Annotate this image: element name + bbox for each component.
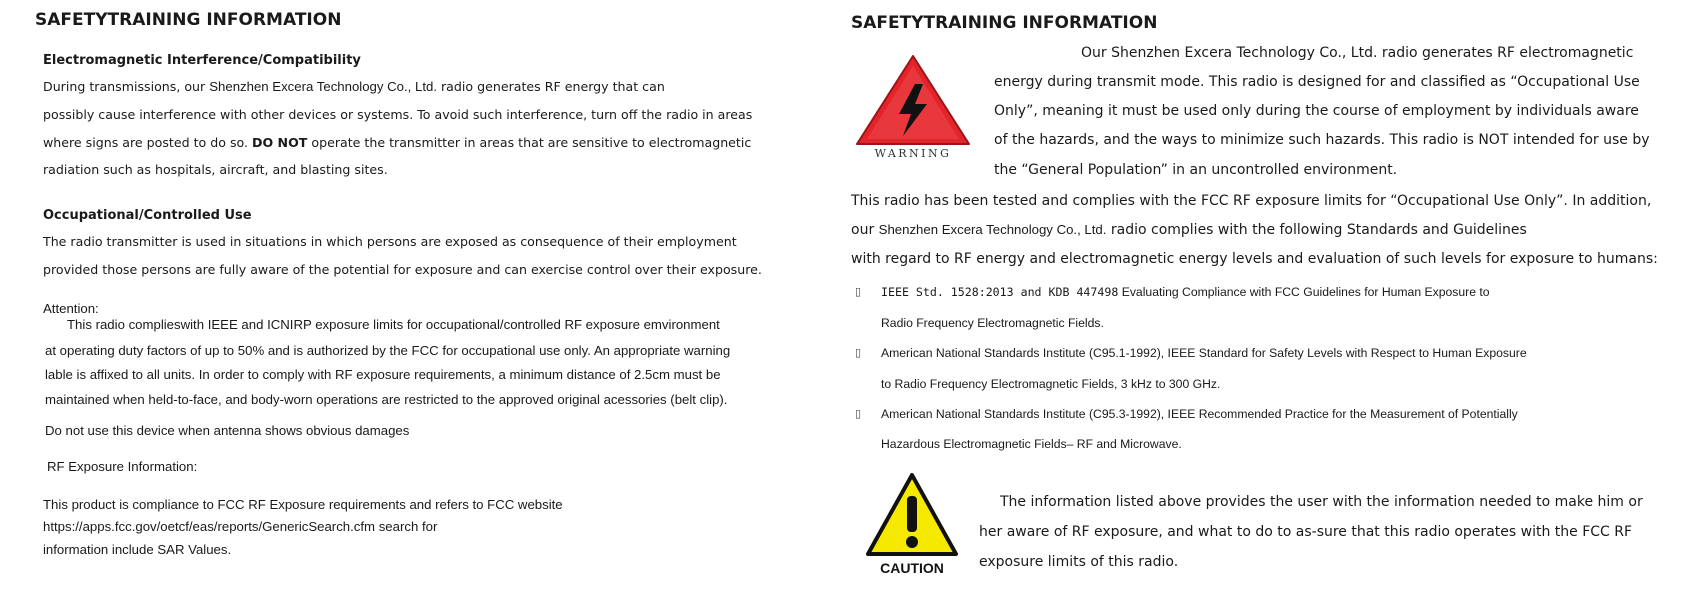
rf-line-2: https://apps.fcc.gov/oetcf/eas/reports/GenericSearch.cfm search for	[43, 519, 438, 534]
warning-sign-label: WARNING	[874, 147, 952, 160]
rf-line-1: This product is compliance to FCC RF Exposure requirements and refers to FCC website	[43, 497, 563, 512]
exclamation-icon	[907, 496, 917, 532]
tested-line-1: This radio has been tested and complies with the FCC RF exposure limits for “Occupational Use Only”. In addition,	[851, 193, 1652, 209]
emc-line-3-start: where signs are posted to do so.	[43, 135, 252, 150]
rf-exposure-label: RF Exposure Information:	[47, 459, 198, 474]
list-item-bullet: ▯	[855, 285, 862, 298]
rf-line-3: information include SAR Values.	[43, 542, 232, 557]
attention-label: Attention:	[43, 301, 99, 316]
emc-line-2: possibly cause interference with other devices or systems. To avoid such interference, turn off the radio in areas	[43, 107, 753, 122]
emc-line-1-end: radio generates RF energy that can	[437, 79, 665, 94]
antenna-warning: Do not use this device when antenna shows obvious damages	[45, 423, 410, 438]
list-item	[881, 285, 1490, 299]
list-item-continuation: Radio Frequency Electromagnetic Fields.	[881, 316, 1104, 330]
caution-sign-label: CAUTION	[880, 560, 944, 576]
caution-triangle-icon	[864, 472, 960, 576]
intro-line-4: of the hazards, and the ways to minimize such hazards. This radio is NOT intended for use by	[994, 132, 1650, 148]
warning-sign-icon	[853, 52, 973, 162]
emc-line-4: radiation such as hospitals, aircraft, and blasting sites.	[43, 162, 388, 177]
tested-line-2-start: our	[851, 222, 879, 238]
list-item: American National Standards Institute (C95.3-1992), IEEE Recommended Practice for the Measurement of Potentially	[881, 407, 1518, 421]
left-page-title: SAFETYTRAINING INFORMATION	[35, 10, 342, 30]
standard-line-1: Evaluating Compliance with FCC Guidelines for Human Exposure to	[1118, 285, 1490, 299]
intro-line-2: energy during transmit mode. This radio is designed for and classified as “Occupational Use	[994, 74, 1640, 90]
attention-line-2: at operating duty factors of up to 50% and is authorized by the FCC for occupational use only. An appropriate warning	[45, 343, 731, 358]
caution-line-3: exposure limits of this radio.	[979, 554, 1179, 570]
occupational-line-1: The radio transmitter is used in situations in which persons are exposed as consequence of their employment	[43, 234, 737, 249]
list-item: American National Standards Institute (C95.1-1992), IEEE Standard for Safety Levels with Respect to Human Exposure	[881, 346, 1527, 360]
do-not-emphasis: DO NOT	[252, 135, 308, 150]
intro-line-3: Only”, meaning it must be used only during the course of employment by individuals aware	[994, 103, 1639, 119]
list-item-continuation: Hazardous Electromagnetic Fields– RF and Microwave.	[881, 437, 1182, 451]
company-name: Shenzhen Excera Technology Co., Ltd.	[209, 79, 437, 94]
list-item-bullet: ▯	[855, 346, 862, 359]
tested-line-2-end: radio complies with the following Standards and Guidelines	[1106, 222, 1527, 238]
emc-line-3-end: operate the transmitter in areas that are sensitive to electromagnetic	[307, 135, 752, 150]
emc-line-1	[43, 79, 665, 94]
caution-line-2: her aware of RF exposure, and what to do to as-sure that this radio operates with the FCC RF	[979, 524, 1633, 540]
list-item-bullet: ▯	[855, 407, 862, 420]
list-item-continuation: to Radio Frequency Electromagnetic Fields, 3 kHz to 300 GHz.	[881, 377, 1221, 391]
occupational-heading: Occupational/Controlled Use	[43, 208, 252, 223]
company-name: Shenzhen Excera Technology Co., Ltd.	[878, 222, 1107, 237]
warning-triangle-icon	[853, 52, 973, 162]
intro-line-5: the “General Population” in an uncontrolled environment.	[994, 162, 1398, 178]
occupational-line-2: provided those persons are fully aware of the potential for exposure and can exercise control over their exposure.	[43, 262, 762, 277]
caution-line-1: The information listed above provides the user with the information needed to make him or	[1000, 494, 1643, 510]
right-page-title: SAFETYTRAINING INFORMATION	[851, 13, 1158, 33]
caution-sign-icon	[864, 472, 960, 576]
tested-line-2	[851, 222, 1527, 238]
emc-heading: Electromagnetic Interference/Compatibility	[43, 53, 361, 68]
standard-code: IEEE Std. 1528:2013 and KDB 447498	[881, 285, 1119, 299]
attention-line-4: maintained when held-to-face, and body-worn operations are restricted to the approved original acessories (belt clip).	[45, 392, 728, 407]
intro-line-1: Our Shenzhen Excera Technology Co., Ltd. radio generates RF electromagnetic	[1081, 45, 1634, 61]
attention-line-1: This radio complieswith IEEE and ICNIRP exposure limits for occupational/controlled RF exposure emvironment	[67, 317, 720, 332]
emc-line-1-start: During transmissions, our	[43, 79, 210, 94]
tested-line-3: with regard to RF energy and electromagnetic energy levels and evaluation of such levels for exposure to humans:	[851, 251, 1658, 267]
attention-line-3: lable is affixed to all units. In order to comply with RF exposure requirements, a minimum distance of 2.5cm must be	[45, 367, 721, 382]
emc-line-3	[43, 135, 751, 150]
